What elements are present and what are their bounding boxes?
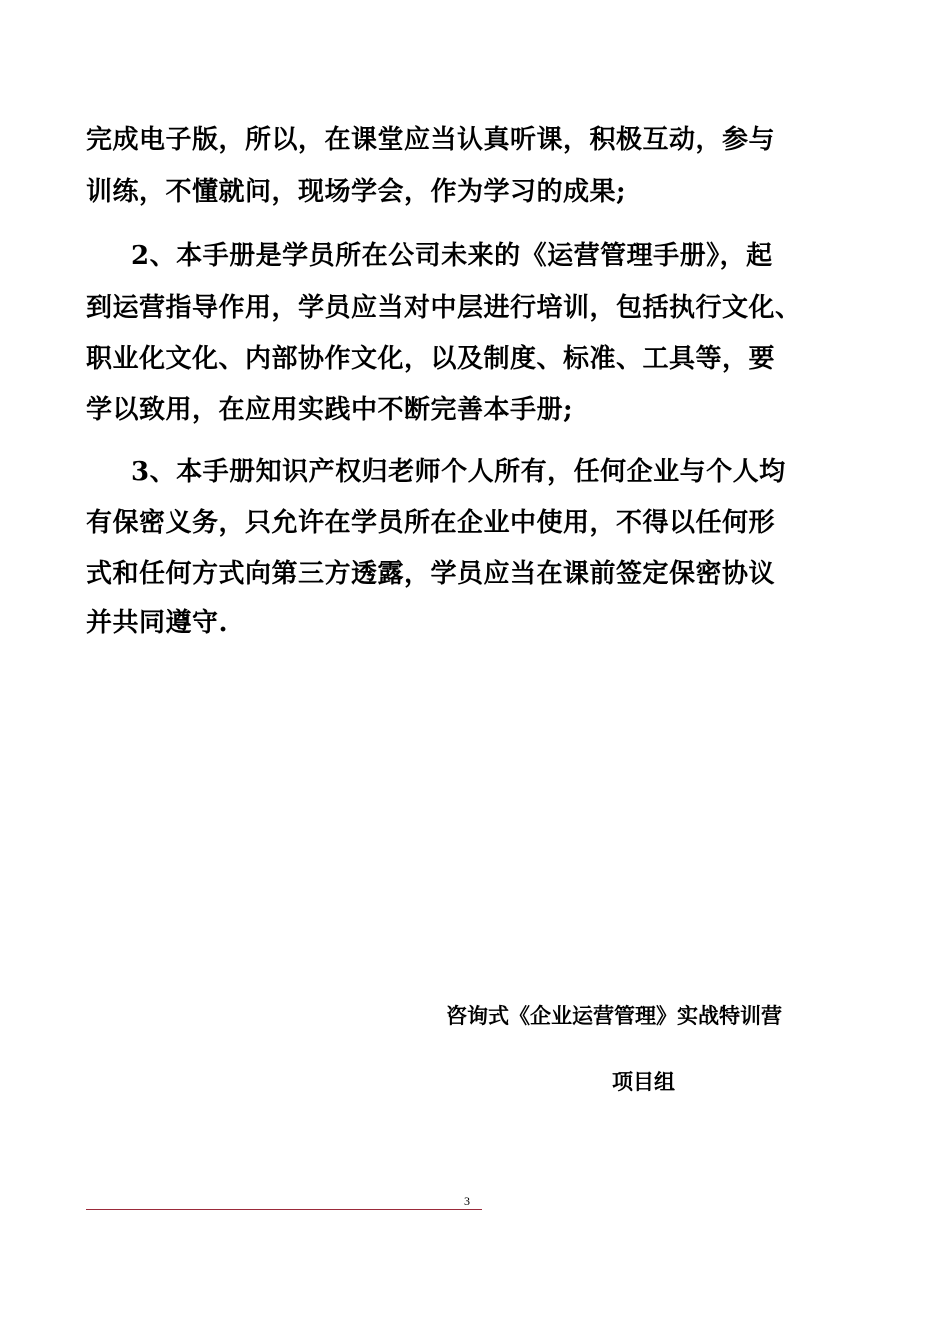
text-line: 有保密义务，只允许在学员所在企业中使用，不得以任何形	[86, 508, 776, 538]
page-number: 3	[464, 1194, 470, 1208]
text-line: 3、本手册知识产权归老师个人所有，任何企业与个人均	[131, 457, 786, 487]
footer-rule	[86, 1209, 482, 1210]
text-line: 并共同遵守.	[86, 608, 229, 638]
text-line: 到运营指导作用，学员应当对中层进行培训，包括执行文化、	[86, 293, 802, 323]
signature-organization: 咨询式《企业运营管理》实战特训营	[446, 1003, 782, 1028]
text-line: 2、本手册是学员所在公司未来的《运营管理手册》，起	[131, 241, 773, 271]
text-line: 完成电子版，所以，在课堂应当认真听课，积极互动，参与	[86, 125, 776, 155]
signature-team: 项目组	[612, 1069, 675, 1094]
text-line: 训练，不懂就问，现场学会，作为学习的成果;	[86, 177, 627, 207]
text-line: 式和任何方式向第三方透露，学员应当在课前签定保密协议	[86, 559, 776, 589]
text-line: 学以致用，在应用实践中不断完善本手册;	[86, 395, 574, 425]
text-line: 职业化文化、内部协作文化，以及制度、标准、工具等，要	[86, 344, 776, 374]
